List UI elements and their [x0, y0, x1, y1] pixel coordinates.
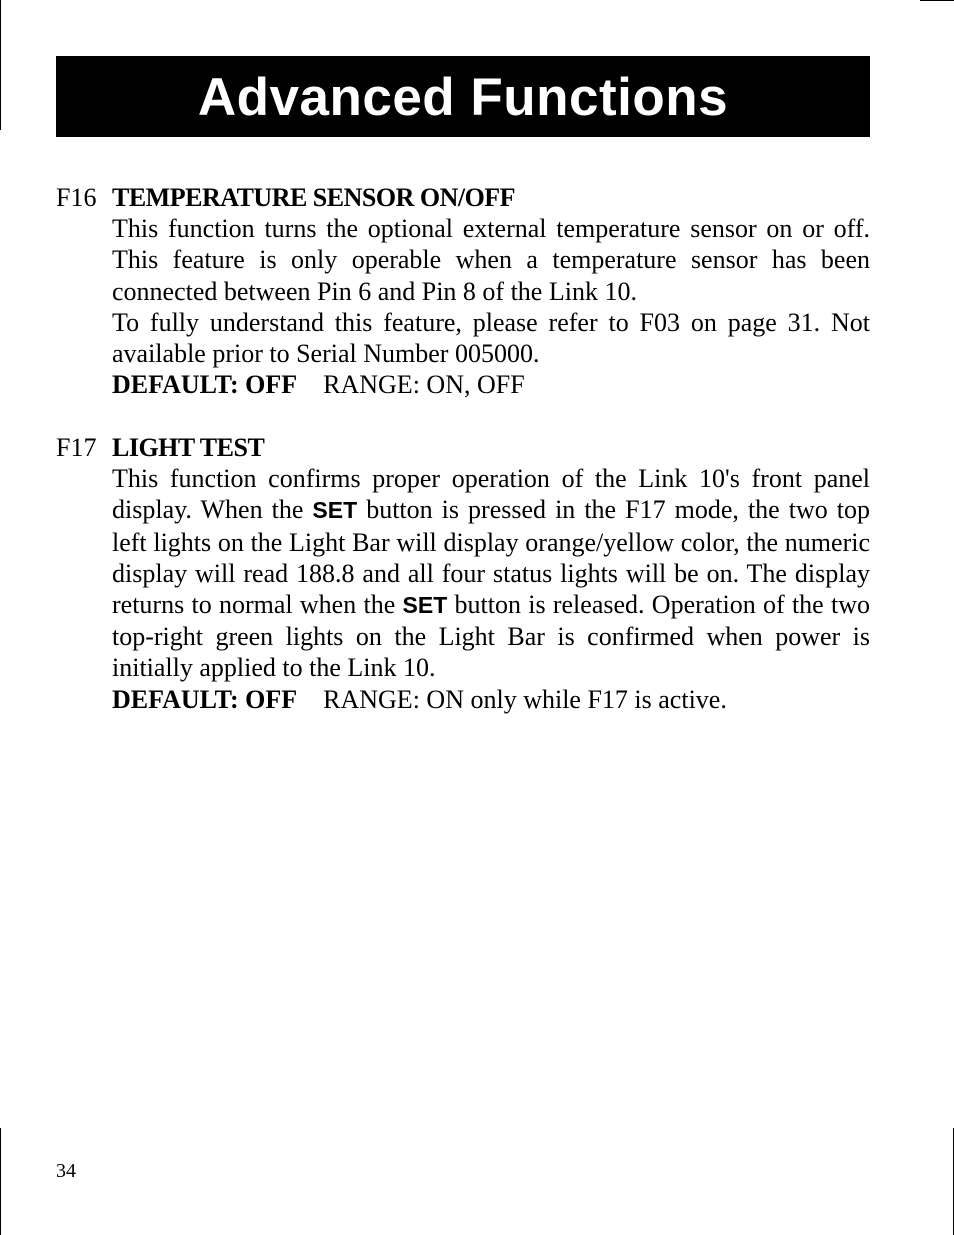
page-header-bar	[56, 56, 870, 137]
function-code: F17	[56, 433, 97, 462]
function-code: F16	[56, 183, 97, 212]
function-body	[112, 182, 870, 400]
function-heading: TEMPERATURE SENSOR ON/OFF	[112, 183, 516, 212]
set-key-label: SET	[312, 497, 358, 524]
function-description: This function turns the optional external temperature sensor on or off. This feature is only operable when a temperature sensor has been connected between Pin 6 and Pin 8 of the Link 10.	[112, 214, 870, 306]
default-range-line	[112, 369, 870, 400]
set-key-label: SET	[402, 592, 448, 619]
default-label: DEFAULT: OFF	[112, 370, 298, 400]
crop-mark-top-left	[0, 0, 1, 130]
description-part-b: button is pressed in the F17 mode, the two top left lights on the Light Bar will display orange/yellow color, the numeric display will read 188.8 and all four status lights will be on. The display returns to normal when the	[112, 495, 871, 620]
default-label: DEFAULT: OFF	[112, 684, 298, 714]
page-number: 34	[56, 1160, 76, 1182]
function-note: To fully understand this feature, please refer to F03 on page 31. Not available prior to Serial Number 005000.	[112, 307, 870, 369]
description-part-c: button is released. Operation of the two top-right green lights on the Light Bar is confirmed when power is initially applied to the Link 10.	[112, 590, 870, 683]
function-section-f16	[56, 182, 870, 400]
function-description	[112, 463, 870, 683]
page-title: Advanced Functions	[197, 68, 729, 127]
default-range-line	[112, 684, 870, 715]
crop-mark-top-right	[920, 0, 954, 1]
crop-mark-bottom-left	[0, 1128, 1, 1235]
function-section-f17	[56, 432, 870, 715]
range-text: RANGE: ON only while F17 is active.	[323, 684, 727, 714]
description-part-a: This function confirms proper operation of the Link 10's front panel display. When the	[112, 464, 870, 525]
range-text: RANGE: ON, OFF	[323, 370, 525, 400]
function-heading: LIGHT TEST	[112, 433, 265, 462]
function-body	[112, 432, 870, 715]
